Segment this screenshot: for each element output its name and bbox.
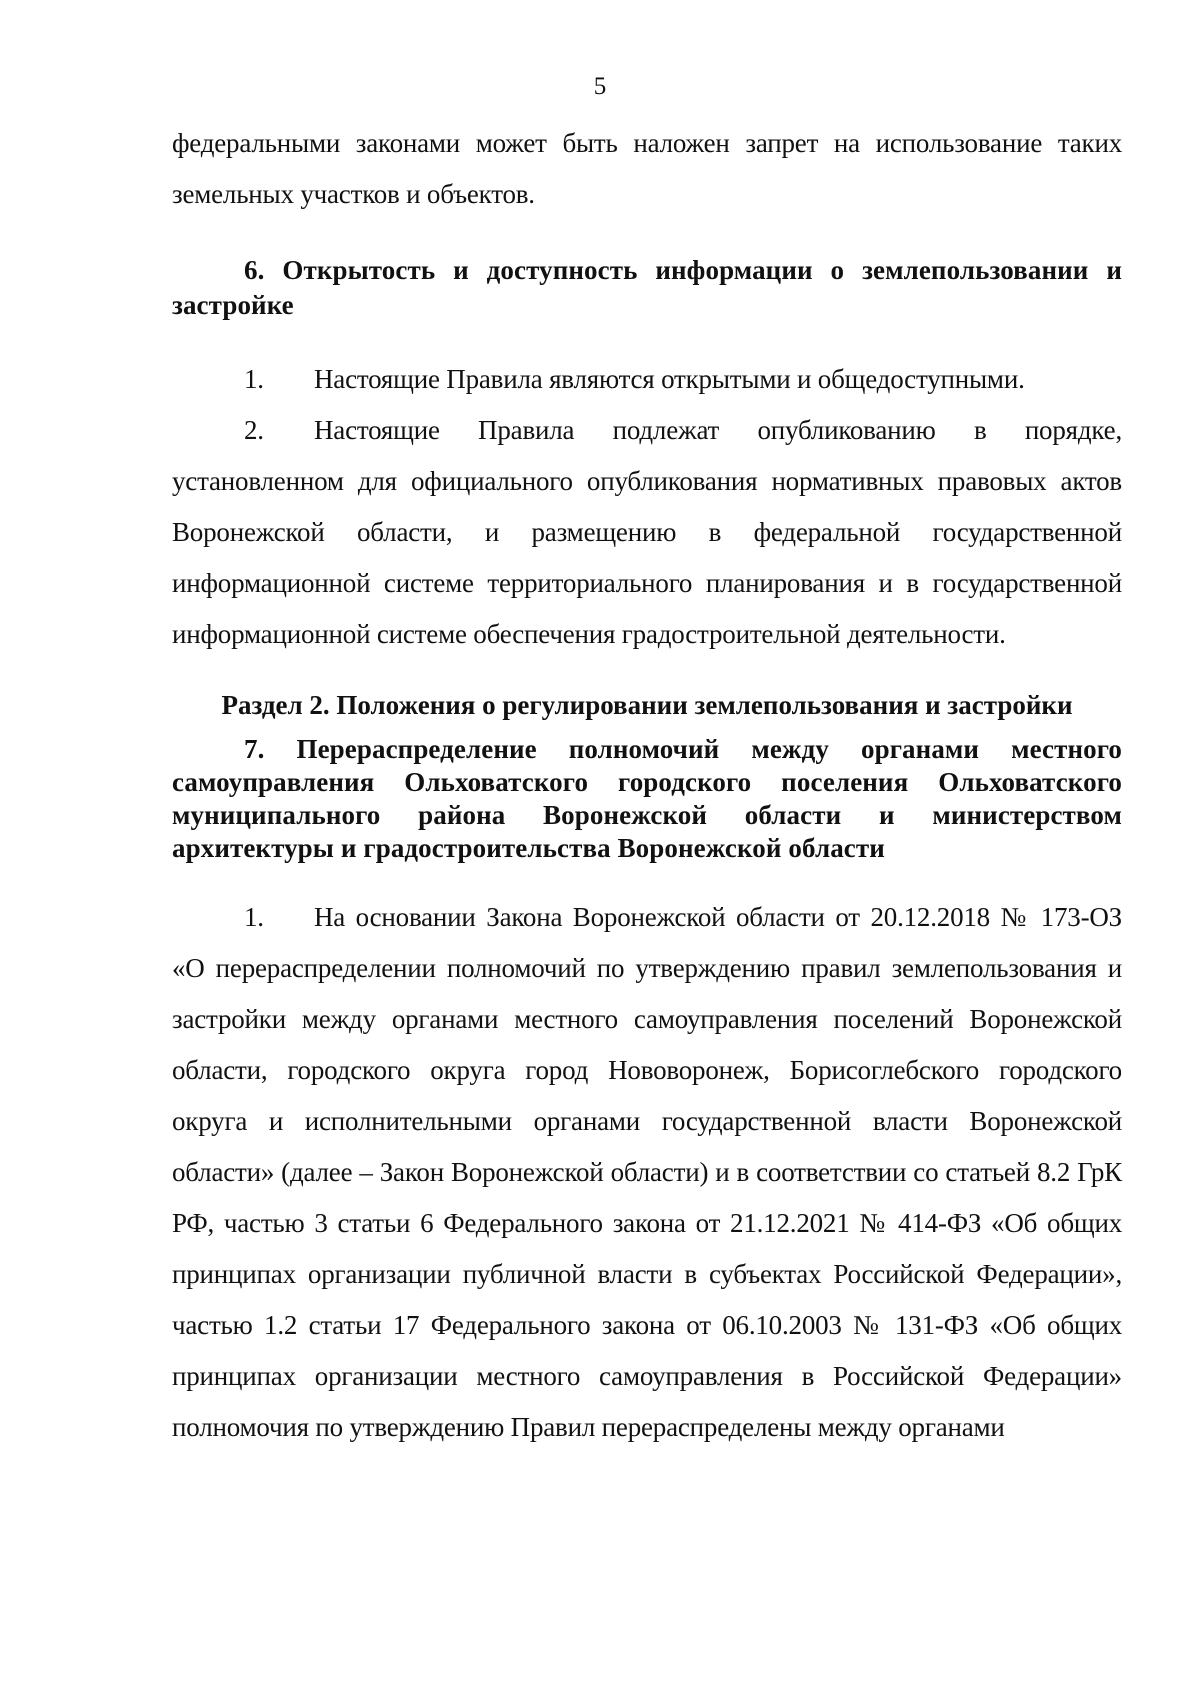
section-2-heading: Раздел 2. Положения о регулировании землепользования и застройки [221,690,1073,720]
item-text: Настоящие Правила являются открытыми и общедоступными. [314,364,1025,394]
article-6-item-1 [172,354,1122,405]
article-7-item-1 [172,892,1122,1453]
item-text: На основании Закона Воронежской области от 20.12.2018 № 173-ОЗ «О перераспределении полномочий по утверждению правил землепользования и застройки между органами местного самоуправления поселений Воронежской области, городского округа город Нововоронеж, Борисоглебского городского округа и исполнительными органами государственной власти Воронежской области» (далее – Закон Воронежской области) и в соответствии со статьей 8.2 ГрК РФ, частью 3 статьи 6 Федерального закона от 21.12.2021 № 414-ФЗ «Об общих принципах организации публичной власти в субъектах Российской Федерации», частью 1.2 статьи 17 Федерального закона от 06.10.2003 № 131-ФЗ «Об общих принципах организации местного самоуправления в Российской Федерации» полномочия по утверждению Правил перераспределены между органами [172,902,1122,1442]
document-body [172,118,1122,1453]
item-number: 2. [244,415,264,445]
continuation-paragraph: федеральными законами может быть наложен запрет на использование таких земельных участков и объектов. [172,128,1122,209]
article-6-item-2 [172,405,1122,660]
page-number: 5 [593,73,607,100]
article-7-heading: 7. Перераспределение полномочий между органами местного самоуправления Ольховатского городского поселения Ольховатского муниципального района Воронежской области и министерством архитектуры и градостроительства Воронежской области [172,734,1122,863]
item-number: 1. [244,364,264,394]
article-6-heading: 6. Открытость и доступность информации о землепользовании и застройке [172,255,1122,320]
item-text: Настоящие Правила подлежат опубликованию в порядке, установленном для официального опубликования нормативных правовых актов Воронежской области, и размещению в федеральной государственной информационной системе территориального планирования и в государственной информационной системе обеспечения градостроительной деятельности. [172,415,1122,649]
item-number: 1. [244,902,264,932]
